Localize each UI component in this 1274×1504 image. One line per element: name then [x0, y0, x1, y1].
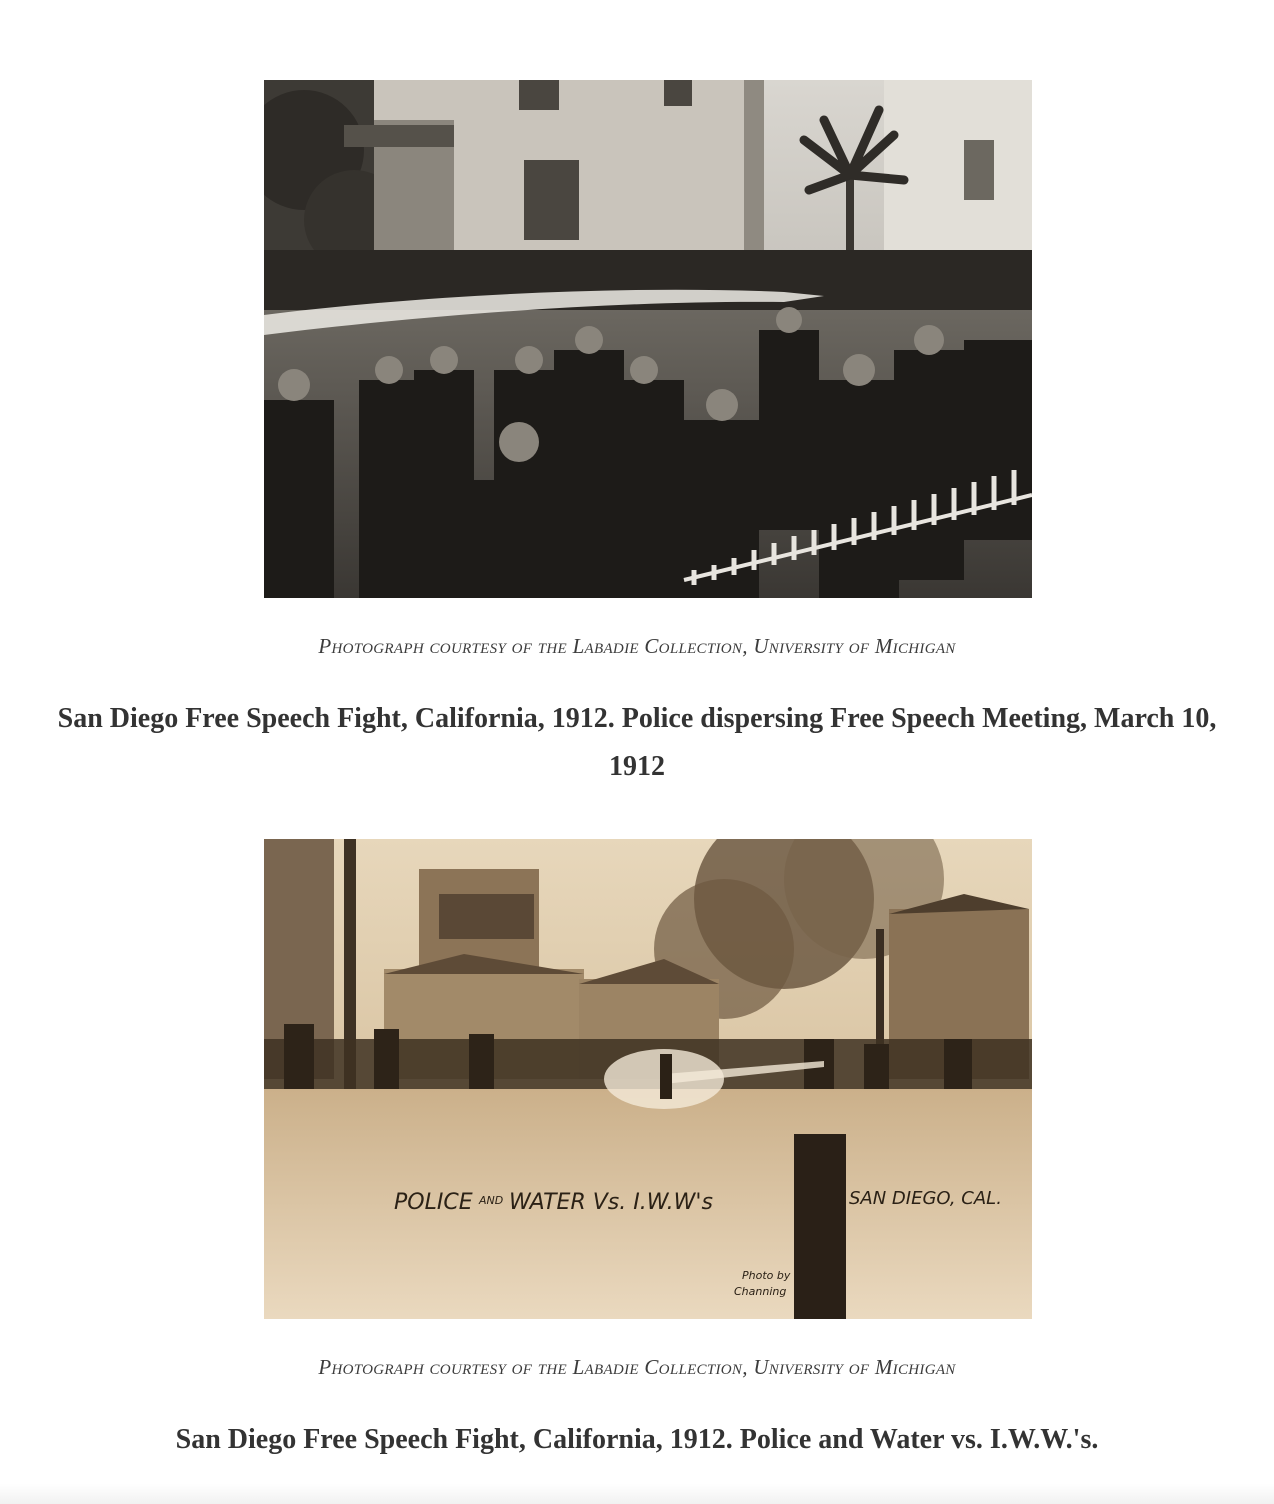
svg-text:AND: AND [479, 1194, 504, 1207]
page-edge [0, 1484, 1274, 1504]
photo-caption: San Diego Free Speech Fight, California, 1912. Police and Water vs. I.W.W.'s. [175, 1424, 1099, 1455]
svg-text:POLICE: POLICE [394, 1190, 473, 1215]
photo-credit: Photograph courtesy of the Labadie Collection, University of Michigan [318, 634, 956, 658]
svg-text:Channing: Channing [734, 1285, 787, 1298]
photo-police-dispersing-meeting [264, 80, 1032, 598]
svg-text:SAN DIEGO, CAL.: SAN DIEGO, CAL. [849, 1188, 1002, 1209]
photo-caption: San Diego Free Speech Fight, California, 1912. Police dispersing Free Speech Meeting, March 10, 1912 [57, 703, 1217, 782]
svg-text:WATER Vs. I.W.W's: WATER Vs. I.W.W's [509, 1190, 713, 1215]
svg-text:Photo by: Photo by [742, 1269, 791, 1282]
photo-police-and-water [264, 839, 1032, 1319]
photo-credit: Photograph courtesy of the Labadie Collection, University of Michigan [318, 1355, 956, 1379]
